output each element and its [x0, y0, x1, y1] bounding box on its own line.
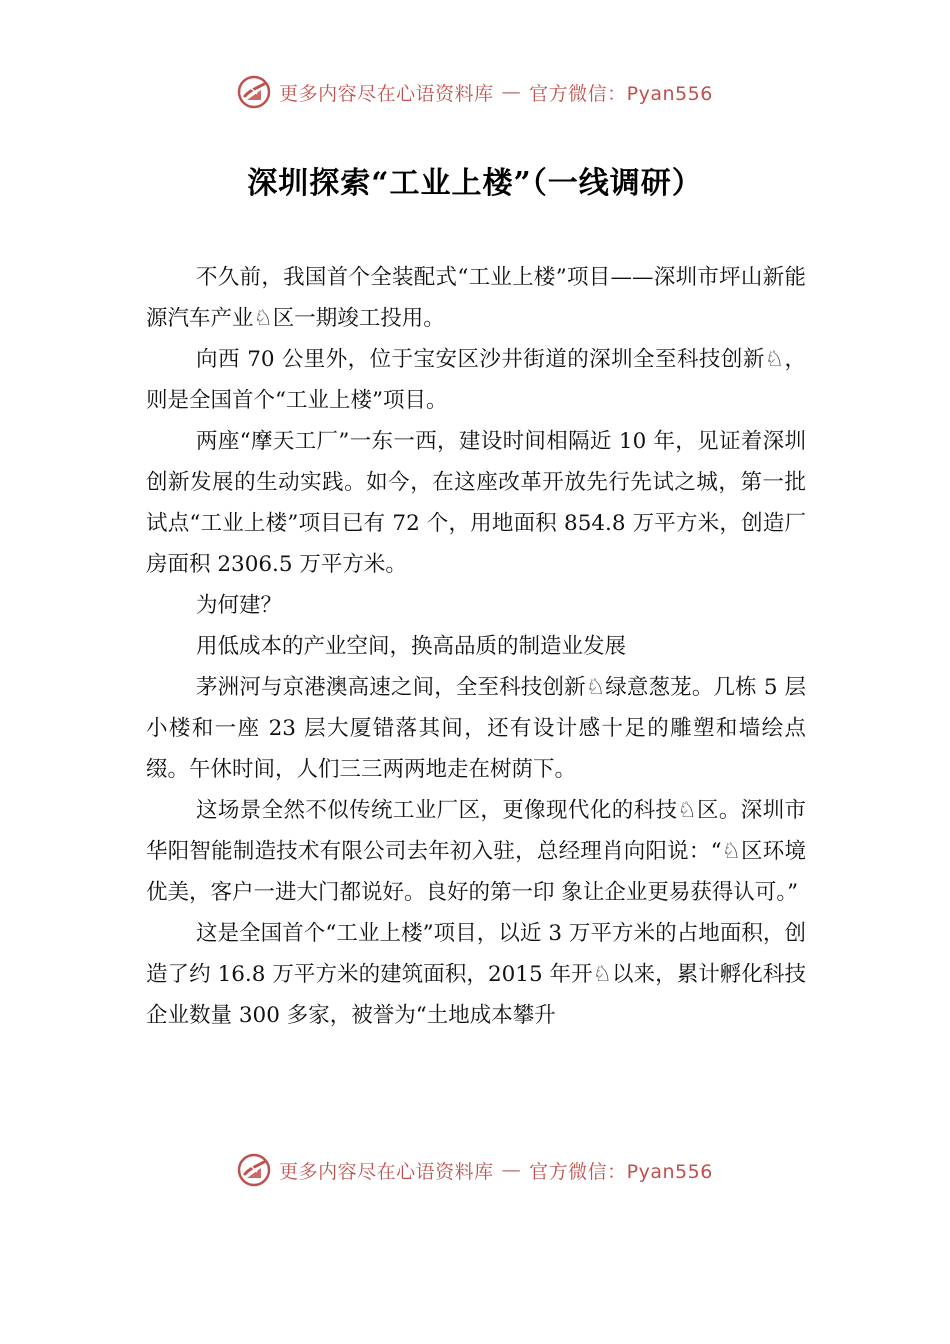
paragraph: 两座“摩天工厂”一东一西，建设时间相隔近 10 年，见证着深圳创新发展的生动实践。如今，在这座改革开放先行先试之城，第一批试点“工业上楼”项目已有 72 个，用地面积 854.8 万平方米，创造厂房面积 2306.5 万平方米。 — [146, 429, 806, 577]
watermark-text: 更多内容尽在心语资料库 — [279, 82, 494, 105]
watermark-contact: 官方微信：Pyan556 — [529, 1160, 713, 1183]
watermark-contact: 官方微信：Pyan556 — [529, 82, 713, 105]
watermark-separator: — — [501, 81, 522, 103]
paragraph: 不久前，我国首个全装配式“工业上楼”项目——深圳市坪山新能源汽车产业♘区一期竣工投用。 — [146, 265, 806, 331]
book-logo-icon — [237, 1153, 271, 1187]
header-watermark — [0, 70, 950, 114]
paragraph: 这场景全然不似传统工业厂区，更像现代化的科技♘区。深圳市华阳智能制造技术有限公司去年初入驻，总经理肖向阳说：“♘区环境优美，客户一进大门都说好。良好的第一印 象让企业更易获得认可。” — [146, 798, 806, 905]
watermark-text: 更多内容尽在心语资料库 — [279, 1160, 494, 1183]
paragraph: 向西 70 公里外，位于宝安区沙井街道的深圳全至科技创新♘，则是全国首个“工业上楼”项目。 — [146, 347, 806, 413]
paragraph: 茅洲河与京港澳高速之间，全至科技创新♘绿意葱茏。几栋 5 层小楼和一座 23 层大厦错落其间，还有设计感十足的雕塑和墙绘点缀。午休时间，人们三三两两地走在树荫下。 — [146, 675, 806, 782]
watermark-separator: — — [501, 1159, 522, 1181]
page-title: 深圳探索“工业上楼”（一线调研） — [247, 166, 703, 201]
footer-watermark — [0, 1148, 950, 1192]
book-logo-icon — [237, 75, 271, 109]
section-heading: 用低成本的产业空间，换高品质的制造业发展 — [196, 634, 627, 659]
paragraph: 这是全国首个“工业上楼”项目，以近 3 万平方米的占地面积，创造了约 16.8 万平方米的建筑面积，2015 年开♘以来，累计孵化科技企业数量 300 多家，被誉为“土地成本攀升 — [146, 921, 806, 1028]
article-body — [146, 257, 806, 1036]
section-question: 为何建？ — [196, 593, 283, 618]
